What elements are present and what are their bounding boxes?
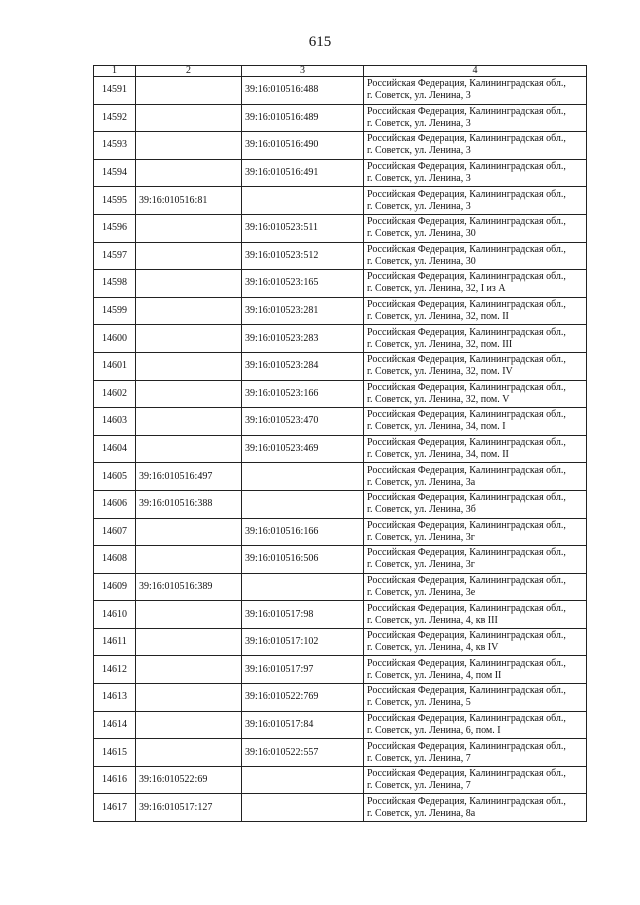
address-line-2: г. Советск, ул. Ленина, 4, кв III xyxy=(367,614,498,626)
row-number-cell: 14616 xyxy=(94,766,136,794)
table-row xyxy=(94,739,587,767)
address-line-1: Российская Федерация, Калининградская обл., xyxy=(367,409,566,421)
table-row xyxy=(94,408,587,436)
address-cell xyxy=(364,408,587,436)
table-row xyxy=(94,573,587,601)
address-line-1: Российская Федерация, Калининградская обл., xyxy=(367,133,566,145)
cadastral-number-cell: 39:16:010523:511 xyxy=(242,214,364,242)
cadastral-number-cell xyxy=(136,518,242,546)
cadastral-number-cell xyxy=(136,77,242,105)
address-line-2: г. Советск, ул. Ленина, 30 xyxy=(367,228,476,240)
address-cell xyxy=(364,711,587,739)
address-cell xyxy=(364,628,587,656)
address-line-2: г. Советск, ул. Ленина, 34, пом. I xyxy=(367,421,506,433)
address-line-2: г. Советск, ул. Ленина, 30 xyxy=(367,255,476,267)
address-line-1: Российская Федерация, Калининградская обл., xyxy=(367,78,566,90)
table-row xyxy=(94,325,587,353)
address-cell xyxy=(364,518,587,546)
registry-table xyxy=(93,65,587,822)
row-number-cell: 14615 xyxy=(94,739,136,767)
address-line-1: Российская Федерация, Калининградская обл., xyxy=(367,519,566,531)
cadastral-number-cell: 39:16:010516:488 xyxy=(242,77,364,105)
address-line-1: Российская Федерация, Калининградская обл., xyxy=(367,188,566,200)
cadastral-number-cell: 39:16:010523:470 xyxy=(242,408,364,436)
address-cell xyxy=(364,794,587,822)
address-cell xyxy=(364,104,587,132)
cadastral-number-cell: 39:16:010517:98 xyxy=(242,601,364,629)
table-row xyxy=(94,270,587,298)
address-cell xyxy=(364,242,587,270)
address-line-2: г. Советск, ул. Ленина, 3г xyxy=(367,531,475,543)
table-row xyxy=(94,518,587,546)
cadastral-number-cell xyxy=(136,104,242,132)
table-row xyxy=(94,766,587,794)
table-row xyxy=(94,435,587,463)
address-line-2: г. Советск, ул. Ленина, 7 xyxy=(367,752,471,764)
cadastral-number-cell xyxy=(136,546,242,574)
table-row xyxy=(94,242,587,270)
cadastral-number-cell xyxy=(136,711,242,739)
address-line-1: Российская Федерация, Калининградская обл., xyxy=(367,492,566,504)
address-cell xyxy=(364,297,587,325)
cadastral-number-cell xyxy=(136,408,242,436)
cadastral-number-cell xyxy=(136,684,242,712)
cadastral-number-cell: 39:16:010516:490 xyxy=(242,132,364,160)
row-number-cell: 14602 xyxy=(94,380,136,408)
address-line-1: Российская Федерация, Калининградская обл., xyxy=(367,768,566,780)
row-number-cell: 14597 xyxy=(94,242,136,270)
address-line-1: Российская Федерация, Калининградская обл., xyxy=(367,354,566,366)
address-line-1: Российская Федерация, Калининградская обл., xyxy=(367,712,566,724)
address-cell xyxy=(364,573,587,601)
address-line-2: г. Советск, ул. Ленина, 32, I из А xyxy=(367,283,506,295)
row-number-cell: 14596 xyxy=(94,214,136,242)
address-line-2: г. Советск, ул. Ленина, 32, пом. II xyxy=(367,311,509,323)
address-cell xyxy=(364,766,587,794)
address-cell xyxy=(364,601,587,629)
table-row xyxy=(94,656,587,684)
row-number-cell: 14605 xyxy=(94,463,136,491)
cadastral-number-cell: 39:16:010523:284 xyxy=(242,352,364,380)
table-row xyxy=(94,490,587,518)
row-number-cell: 14591 xyxy=(94,77,136,105)
address-cell xyxy=(364,490,587,518)
cadastral-number-cell xyxy=(136,739,242,767)
cadastral-number-cell: 39:16:010516:81 xyxy=(136,187,242,215)
table-row xyxy=(94,380,587,408)
cadastral-number-cell xyxy=(136,270,242,298)
address-line-2: г. Советск, ул. Ленина, 3 xyxy=(367,117,471,129)
cadastral-number-cell: 39:16:010523:281 xyxy=(242,297,364,325)
address-line-1: Российская Федерация, Калининградская обл., xyxy=(367,105,566,117)
cadastral-number-cell: 39:16:010522:69 xyxy=(136,766,242,794)
cadastral-number-cell xyxy=(136,242,242,270)
cadastral-number-cell: 39:16:010517:84 xyxy=(242,711,364,739)
row-number-cell: 14613 xyxy=(94,684,136,712)
cadastral-number-cell xyxy=(136,601,242,629)
address-line-1: Российская Федерация, Калининградская обл., xyxy=(367,243,566,255)
address-line-1: Российская Федерация, Калининградская обл., xyxy=(367,795,566,807)
address-line-2: г. Советск, ул. Ленина, 34, пом. II xyxy=(367,449,509,461)
row-number-cell: 14595 xyxy=(94,187,136,215)
address-line-2: г. Советск, ул. Ленина, 3г xyxy=(367,559,475,571)
cadastral-number-cell: 39:16:010516:388 xyxy=(136,490,242,518)
address-line-1: Российская Федерация, Калининградская обл., xyxy=(367,326,566,338)
column-header: 2 xyxy=(136,66,242,77)
table-row xyxy=(94,104,587,132)
column-header: 3 xyxy=(242,66,364,77)
address-line-2: г. Советск, ул. Ленина, 3 xyxy=(367,200,471,212)
row-number-cell: 14609 xyxy=(94,573,136,601)
address-line-1: Российская Федерация, Калининградская обл., xyxy=(367,464,566,476)
cadastral-number-cell: 39:16:010522:769 xyxy=(242,684,364,712)
row-number-cell: 14600 xyxy=(94,325,136,353)
table-row xyxy=(94,187,587,215)
cadastral-number-cell xyxy=(136,214,242,242)
cadastral-number-cell: 39:16:010523:283 xyxy=(242,325,364,353)
cadastral-number-cell: 39:16:010516:489 xyxy=(242,104,364,132)
cadastral-number-cell xyxy=(242,187,364,215)
address-line-1: Российская Федерация, Калининградская обл., xyxy=(367,657,566,669)
address-line-2: г. Советск, ул. Ленина, 3 xyxy=(367,145,471,157)
address-line-2: г. Советск, ул. Ленина, 32, пом. V xyxy=(367,393,510,405)
address-cell xyxy=(364,463,587,491)
cadastral-number-cell: 39:16:010523:512 xyxy=(242,242,364,270)
row-number-cell: 14594 xyxy=(94,159,136,187)
row-number-cell: 14608 xyxy=(94,546,136,574)
row-number-cell: 14599 xyxy=(94,297,136,325)
address-line-1: Российская Федерация, Калининградская обл., xyxy=(367,574,566,586)
address-line-2: г. Советск, ул. Ленина, 7 xyxy=(367,780,471,792)
cadastral-number-cell xyxy=(136,297,242,325)
address-cell xyxy=(364,352,587,380)
table-row xyxy=(94,77,587,105)
cadastral-number-cell: 39:16:010516:389 xyxy=(136,573,242,601)
address-line-1: Российская Федерация, Калининградская обл., xyxy=(367,299,566,311)
cadastral-number-cell: 39:16:010523:165 xyxy=(242,270,364,298)
cadastral-number-cell xyxy=(242,573,364,601)
cadastral-number-cell: 39:16:010523:469 xyxy=(242,435,364,463)
address-cell xyxy=(364,684,587,712)
cadastral-number-cell xyxy=(136,352,242,380)
address-line-2: г. Советск, ул. Ленина, 8а xyxy=(367,807,476,819)
table-row xyxy=(94,684,587,712)
cadastral-number-cell xyxy=(136,132,242,160)
address-cell xyxy=(364,656,587,684)
cadastral-number-cell xyxy=(136,380,242,408)
address-line-1: Российская Федерация, Калининградская обл., xyxy=(367,685,566,697)
cadastral-number-cell xyxy=(242,490,364,518)
cadastral-number-cell: 39:16:010522:557 xyxy=(242,739,364,767)
address-line-2: г. Советск, ул. Ленина, 5 xyxy=(367,697,471,709)
page-number: 615 xyxy=(308,34,332,50)
cadastral-number-cell xyxy=(136,628,242,656)
cadastral-number-cell: 39:16:010516:491 xyxy=(242,159,364,187)
address-cell xyxy=(364,187,587,215)
address-cell xyxy=(364,435,587,463)
address-cell xyxy=(364,380,587,408)
address-line-2: г. Советск, ул. Ленина, 3а xyxy=(367,476,476,488)
row-number-cell: 14603 xyxy=(94,408,136,436)
address-cell xyxy=(364,270,587,298)
address-line-2: г. Советск, ул. Ленина, 3б xyxy=(367,504,476,516)
table-row xyxy=(94,546,587,574)
address-cell xyxy=(364,325,587,353)
address-line-1: Российская Федерация, Калининградская обл., xyxy=(367,437,566,449)
address-cell xyxy=(364,739,587,767)
address-line-1: Российская Федерация, Калининградская обл., xyxy=(367,381,566,393)
column-header: 4 xyxy=(364,66,587,77)
cadastral-number-cell: 39:16:010516:166 xyxy=(242,518,364,546)
table-row xyxy=(94,132,587,160)
address-line-1: Российская Федерация, Калининградская обл., xyxy=(367,630,566,642)
row-number-cell: 14601 xyxy=(94,352,136,380)
column-header: 1 xyxy=(94,66,136,77)
row-number-cell: 14612 xyxy=(94,656,136,684)
address-line-2: г. Советск, ул. Ленина, 32, пом. III xyxy=(367,338,513,350)
table-row xyxy=(94,463,587,491)
address-line-1: Российская Федерация, Калининградская обл., xyxy=(367,271,566,283)
cadastral-number-cell: 39:16:010517:127 xyxy=(136,794,242,822)
row-number-cell: 14614 xyxy=(94,711,136,739)
cadastral-number-cell xyxy=(242,766,364,794)
table-row xyxy=(94,214,587,242)
row-number-cell: 14606 xyxy=(94,490,136,518)
address-cell xyxy=(364,546,587,574)
address-line-1: Российская Федерация, Калининградская обл., xyxy=(367,216,566,228)
table-header-row xyxy=(94,66,587,77)
table-row xyxy=(94,159,587,187)
table-row xyxy=(94,794,587,822)
address-line-2: г. Советск, ул. Ленина, 4, кв IV xyxy=(367,642,499,654)
table-row xyxy=(94,628,587,656)
row-number-cell: 14610 xyxy=(94,601,136,629)
table-row xyxy=(94,601,587,629)
table-row xyxy=(94,711,587,739)
row-number-cell: 14592 xyxy=(94,104,136,132)
address-line-1: Российская Федерация, Калининградская обл., xyxy=(367,161,566,173)
row-number-cell: 14611 xyxy=(94,628,136,656)
cadastral-number-cell xyxy=(136,159,242,187)
cadastral-number-cell: 39:16:010516:506 xyxy=(242,546,364,574)
address-line-2: г. Советск, ул. Ленина, 4, пом II xyxy=(367,669,502,681)
address-line-2: г. Советск, ул. Ленина, 32, пом. IV xyxy=(367,366,513,378)
address-line-2: г. Советск, ул. Ленина, 3е xyxy=(367,586,476,598)
address-cell xyxy=(364,132,587,160)
address-cell xyxy=(364,214,587,242)
row-number-cell: 14617 xyxy=(94,794,136,822)
row-number-cell: 14607 xyxy=(94,518,136,546)
row-number-cell: 14604 xyxy=(94,435,136,463)
address-line-2: г. Советск, ул. Ленина, 3 xyxy=(367,173,471,185)
cadastral-number-cell xyxy=(242,794,364,822)
address-cell xyxy=(364,77,587,105)
cadastral-number-cell: 39:16:010517:97 xyxy=(242,656,364,684)
table-row xyxy=(94,352,587,380)
address-line-1: Российская Федерация, Калининградская обл., xyxy=(367,740,566,752)
row-number-cell: 14598 xyxy=(94,270,136,298)
cadastral-number-cell xyxy=(136,325,242,353)
cadastral-number-cell xyxy=(242,463,364,491)
address-line-1: Российская Федерация, Калининградская обл., xyxy=(367,602,566,614)
address-line-1: Российская Федерация, Калининградская обл., xyxy=(367,547,566,559)
table-row xyxy=(94,297,587,325)
address-cell xyxy=(364,159,587,187)
address-line-2: г. Советск, ул. Ленина, 6, пом. I xyxy=(367,724,501,736)
cadastral-number-cell: 39:16:010517:102 xyxy=(242,628,364,656)
cadastral-number-cell xyxy=(136,656,242,684)
cadastral-number-cell xyxy=(136,435,242,463)
cadastral-number-cell: 39:16:010516:497 xyxy=(136,463,242,491)
cadastral-number-cell: 39:16:010523:166 xyxy=(242,380,364,408)
row-number-cell: 14593 xyxy=(94,132,136,160)
address-line-2: г. Советск, ул. Ленина, 3 xyxy=(367,90,471,102)
